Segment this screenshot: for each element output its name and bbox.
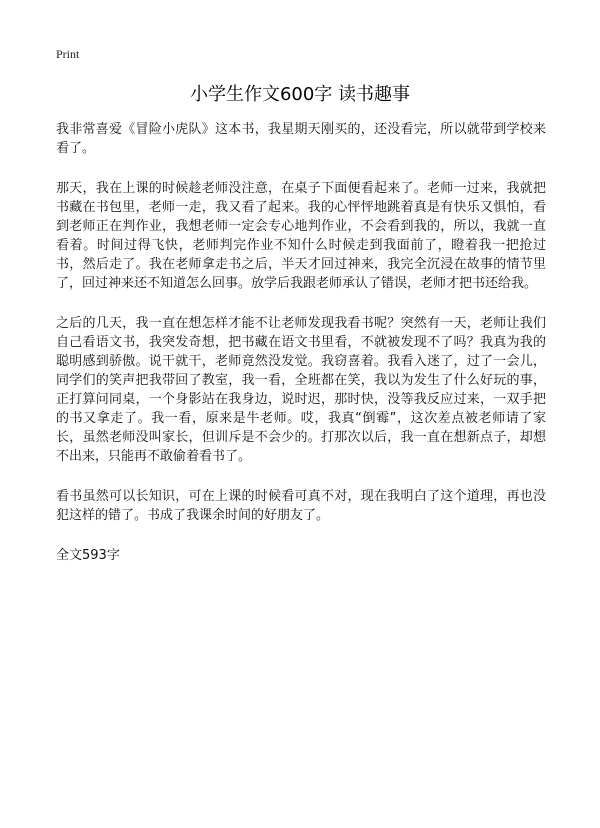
article-body — [56, 120, 546, 565]
paragraph-4: 看书虽然可以长知识，可在上课的时候看可真不对，现在我明白了这个道理，再也没犯这样的错了。书成了我课余时间的好朋友了。 — [56, 489, 546, 523]
word-count: 全文593字 — [56, 548, 120, 563]
paragraph-3: 之后的几天，我一直在想怎样才能不让老师发现我看书呢？突然有一天，老师让我们自己看语文书，我突发奇想，把书藏在语文书里看，不就被发现不了吗？我真为我的聪明感到骄傲。说干就干，老师竟然没发觉。我窃喜着。我看入迷了，过了一会儿，同学们的笑声把我带回了教室，我一看，全班都在笑，我以为发生了什么好玩的事，正打算问同桌，一个身影站在我身边，说时迟，那时快，没等我反应过来，一双手把的书又拿走了。我一看，原来是牛老师。哎，我真“倒霉”，这次差点被老师请了家长，虽然老师没叫家长，但训斥是不会少的。打那次以后，我一直在想新点子，却想不出来，只能再不敢偷着看书了。 — [56, 316, 546, 464]
page-title: 小学生作文600字 读书趣事 — [189, 84, 411, 105]
paragraph-1: 我非常喜爱《冒险小虎队》这本书，我星期天刚买的，还没看完，所以就带到学校来看了。 — [56, 122, 546, 156]
print-link[interactable]: Print — [56, 47, 80, 61]
paragraph-2: 那天，我在上课的时候趁老师没注意，在桌子下面便看起来了。老师一过来，我就把书藏在书包里，老师一走，我又看了起来。我的心怦怦地跳着真是有快乐又惧怕，看到老师正在判作业，我想老师一定会专心地判作业，不会看到我的，所以，我就一直看着。时间过得飞快，老师判完作业不知什么时候走到我面前了，瞪着我一把抢过书，然后走了。我在老师拿走书之后，半天才回过神来，我完全沉浸在故事的情节里了，回过神来还不知道怎么回事。放学后我跟老师承认了错误，老师才把书还给我。 — [56, 181, 546, 291]
